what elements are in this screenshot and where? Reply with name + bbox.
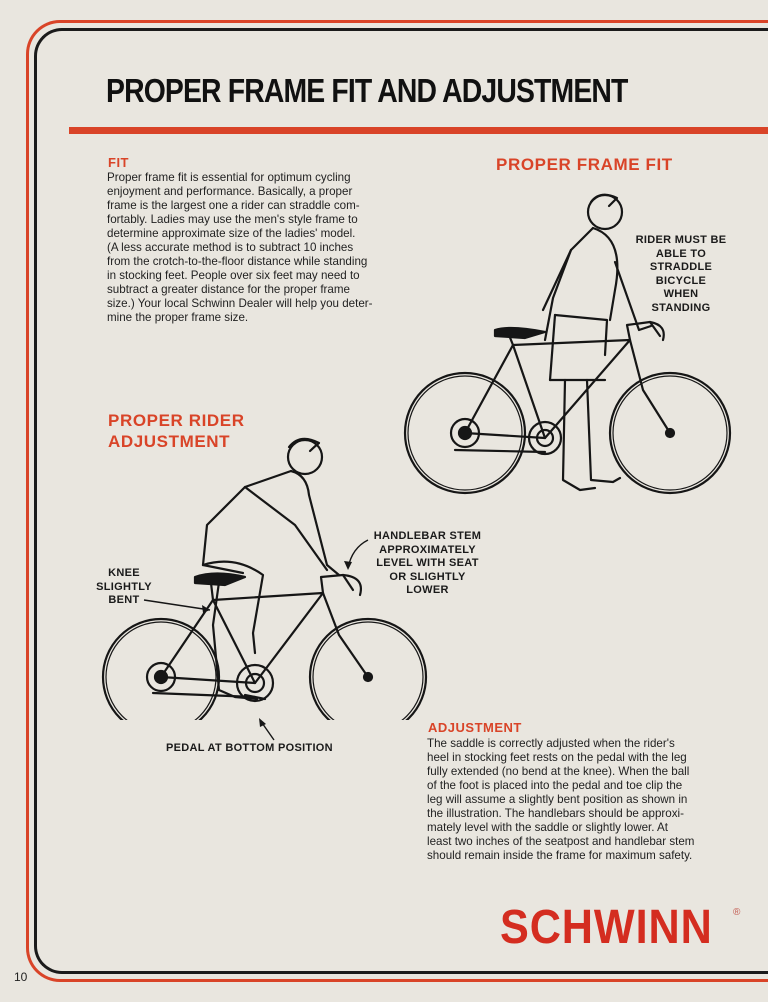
- fit-line: Proper frame fit is essential for optimum cycling: [107, 171, 351, 184]
- callout-line: RIDER MUST BE: [635, 234, 727, 246]
- handlebar-pointer-arrow: [338, 536, 378, 576]
- callout-line: LEVEL WITH SEAT: [376, 557, 479, 569]
- title-rule: [69, 127, 768, 134]
- fit-line: size.) Your local Schwinn Dealer will help you deter-: [107, 297, 373, 310]
- callout-line: BENT: [108, 594, 140, 606]
- heading-line: PROPER RIDER: [108, 411, 245, 430]
- callout-line: STANDING: [651, 301, 711, 314]
- fit-line: (A less accurate method is to subtract 10 inches: [107, 241, 354, 254]
- pedal-pointer-arrow: [254, 716, 284, 744]
- fit-heading: FIT: [108, 155, 129, 170]
- callout-line: STRADDLE: [649, 261, 713, 273]
- proper-frame-fit-heading: PROPER FRAME FIT: [496, 155, 673, 174]
- callout-line: SLIGHTLY: [96, 580, 152, 593]
- adjustment-line: should remain inside the frame for maximum safety.: [427, 849, 693, 862]
- fit-paragraph: [107, 171, 412, 325]
- knee-pointer-arrow: [140, 590, 220, 620]
- fit-line: mine the proper frame size.: [107, 311, 249, 324]
- fit-line: from the crotch-to-the-floor distance while standing: [107, 255, 368, 268]
- callout-line: ABLE TO: [655, 247, 707, 260]
- adjustment-line: of the foot is placed into the pedal and toe clip the: [427, 779, 683, 792]
- heading-line: ADJUSTMENT: [108, 432, 231, 451]
- fit-line: subtract a greater distance for the proper frame: [107, 283, 350, 296]
- callout-line: HANDLEBAR STEM: [373, 530, 482, 542]
- callout-line: APPROXIMATELY: [379, 543, 476, 556]
- adjustment-line: heel in stocking feet rests on the pedal with the leg: [427, 751, 687, 764]
- adjustment-paragraph: [427, 737, 730, 863]
- callout-line: OR SLIGHTLY: [389, 570, 466, 583]
- callout-line: WHEN: [663, 288, 699, 300]
- adjustment-heading: ADJUSTMENT: [428, 720, 522, 735]
- adjustment-line: mately level with the saddle or slightly lower. At: [427, 821, 669, 834]
- adjustment-line: The saddle is correctly adjusted when the rider's: [427, 737, 675, 750]
- fit-line: fortably. Ladies may use the men's style frame to: [107, 213, 358, 226]
- pedal-callout: PEDAL AT BOTTOM POSITION: [166, 742, 333, 754]
- straddle-callout: [626, 234, 736, 315]
- adjustment-line: fully extended (no bend at the knee). When the ball: [427, 765, 690, 778]
- callout-line: KNEE: [108, 567, 140, 579]
- adjustment-line: least two inches of the seatpost and handlebar stem: [427, 835, 695, 848]
- adjustment-line: leg will assume a slightly bent position as shown in: [427, 793, 688, 806]
- handlebar-callout: [360, 530, 495, 598]
- registered-mark: ®: [733, 907, 741, 918]
- page-number: 10: [14, 970, 28, 984]
- fit-line: frame is the largest one a rider can straddle com-: [107, 199, 360, 212]
- schwinn-logo: SCHWINN: [500, 901, 713, 954]
- callout-line: BICYCLE: [655, 274, 707, 287]
- callout-line: LOWER: [406, 584, 449, 596]
- fit-line: enjoyment and performance. Basically, a proper: [107, 185, 353, 198]
- adjustment-line: the illustration. The handlebars should be approxi-: [427, 807, 684, 820]
- standing-rider-illustration: [395, 180, 745, 510]
- fit-line: in stocking feet. People over six feet may need to: [107, 269, 360, 282]
- fit-line: determine approximate size of the ladies' model.: [107, 227, 356, 240]
- page-title: PROPER FRAME FIT AND ADJUSTMENT: [106, 72, 628, 109]
